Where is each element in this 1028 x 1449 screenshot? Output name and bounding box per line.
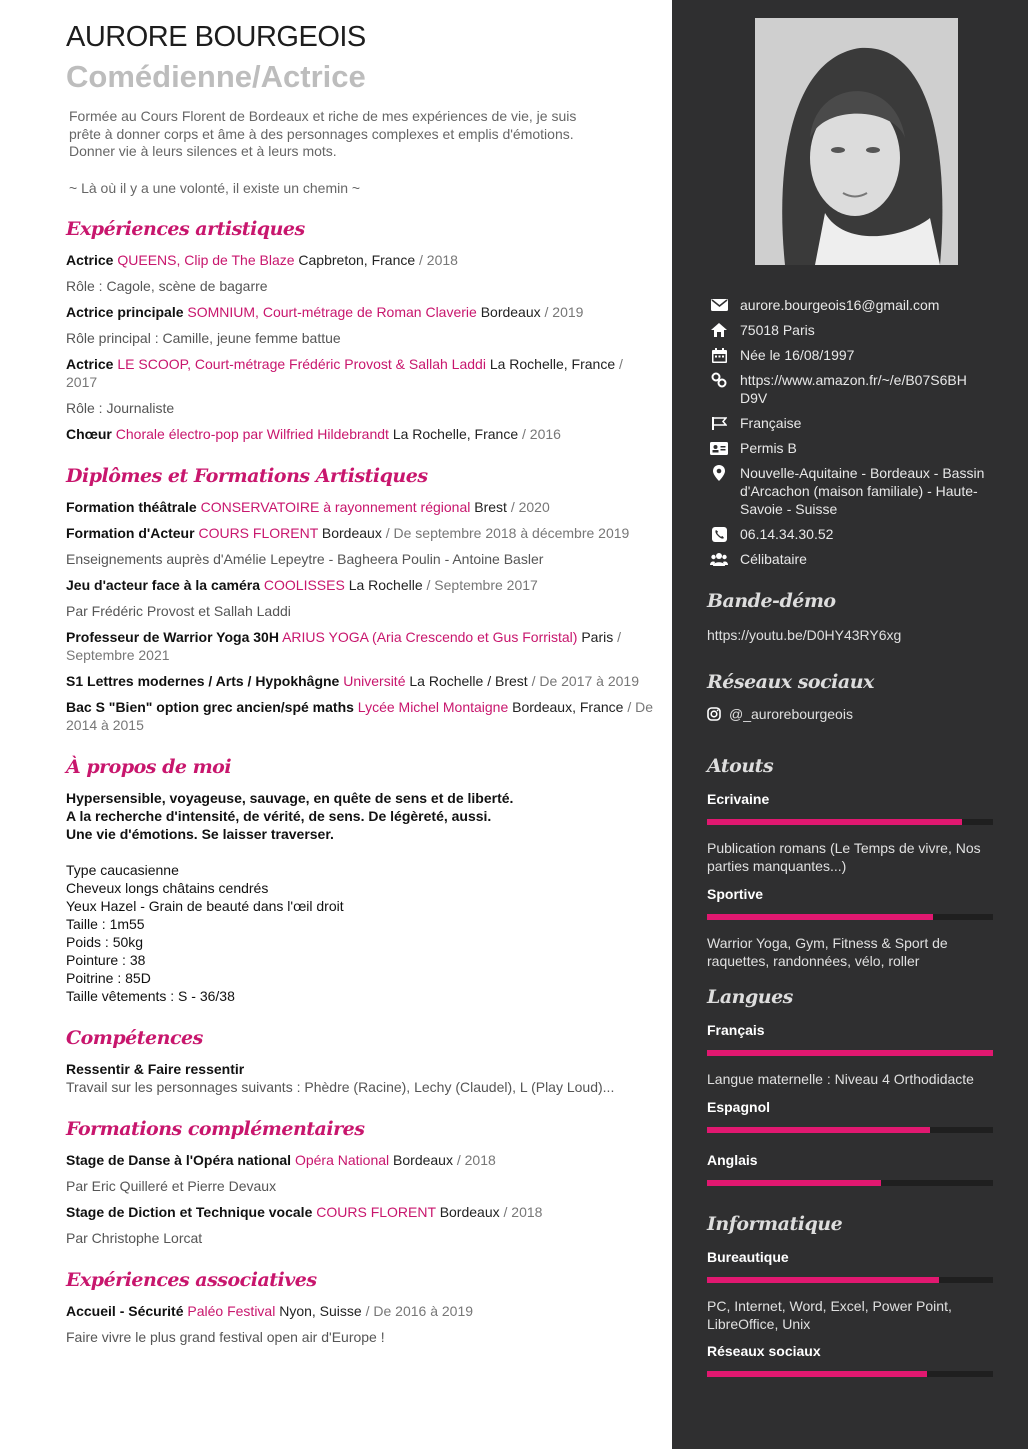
- entry-detail: Faire vivre le plus grand festival open air d'Europe !: [66, 1328, 385, 1345]
- users-icon: [708, 550, 730, 568]
- atout-desc: Warrior Yoga, Gym, Fitness & Sport de raquettes, randonnées, vélo, roller: [707, 935, 948, 969]
- contact-region: [708, 464, 1008, 518]
- section-title-experiences: Expériences artistiques: [66, 217, 305, 240]
- entry-role: Jeu d'acteur face à la caméra: [66, 576, 260, 593]
- instagram-row: [707, 705, 993, 723]
- associative-entry: [66, 1302, 656, 1320]
- entry-project: Lycée Michel Montaigne: [357, 698, 509, 715]
- complementary-list: [66, 1151, 656, 1247]
- entry-role: Stage de Diction et Technique vocale: [66, 1203, 313, 1220]
- sidebar: [672, 0, 1028, 1449]
- associative-list: [66, 1302, 656, 1346]
- main-column: [66, 18, 656, 1354]
- about-line: Pointure : 38: [66, 951, 146, 968]
- id-card-icon: [708, 439, 730, 457]
- section-title-social: Réseaux sociaux: [707, 671, 874, 693]
- entry-project: CONSERVATOIRE à rayonnement régional: [200, 498, 471, 515]
- about-block: [66, 789, 656, 1005]
- entry-role: Accueil - Sécurité: [66, 1302, 184, 1319]
- diploma-entry: [66, 628, 656, 664]
- about-line: A la recherche d'intensité, de vérité, de sens. De légèreté, aussi.: [66, 807, 492, 824]
- section-title-competences: Compétences: [66, 1026, 203, 1049]
- calendar-icon: [708, 346, 730, 364]
- experiences-list: [66, 251, 656, 443]
- entry-place: La Rochelle: [348, 576, 423, 593]
- entry-project: QUEENS, Clip de The Blaze: [117, 251, 295, 268]
- entry-role: S1 Lettres modernes / Arts / Hypokhâgne: [66, 672, 340, 689]
- about-line: Yeux Hazel - Grain de beauté dans l'œil droit: [66, 897, 344, 914]
- competence-desc: Travail sur les personnages suivants : Phèdre (Racine), Lechy (Claudel), L (Play Loud)...: [66, 1078, 615, 1095]
- training-entry: [66, 1151, 656, 1169]
- entry-project: SOMNIUM, Court-métrage de Roman Claverie: [187, 303, 477, 320]
- entry-date: / 2019: [544, 303, 584, 320]
- contact-website-link[interactable]: https://www.amazon.fr/~/e/B07S6BH D9V: [740, 372, 967, 406]
- section-title-langues: Langues: [707, 986, 793, 1008]
- language-desc: Langue maternelle : Niveau 4 Orthodidacte: [707, 1071, 974, 1087]
- entry-place: Bordeaux: [393, 1151, 453, 1168]
- demo-link[interactable]: https://youtu.be/D0HY43RY6xg: [707, 627, 902, 643]
- entry-date: / 2017: [66, 355, 623, 390]
- instagram-handle[interactable]: @_aurorebourgeois: [729, 706, 853, 722]
- entry-project: LE SCOOP, Court-métrage Frédéric Provost & Sallah Laddi: [117, 355, 486, 372]
- entry-date: / 2020: [510, 498, 550, 515]
- entry-place: Paris: [581, 628, 614, 645]
- about-line: Type caucasienne: [66, 861, 179, 878]
- about-line: Poids : 50kg: [66, 933, 144, 950]
- about-line: Taille : 1m55: [66, 915, 145, 932]
- level-fill: [707, 1050, 993, 1056]
- contact-birth: [708, 346, 1008, 364]
- entry-place: Bordeaux: [480, 303, 541, 320]
- diploma-entry: [66, 524, 656, 542]
- entry-detail: Enseignements auprès d'Amélie Lepeytre - Bagheera Poulin - Antoine Basler: [66, 550, 544, 567]
- informatique-section: [707, 1213, 993, 1377]
- it-skill-level-bar: [707, 1277, 993, 1283]
- entry-project: ARIUS YOGA (Aria Crescendo et Gus Forristal): [282, 628, 578, 645]
- contact-status: [708, 550, 1008, 568]
- entry-role: Stage de Danse à l'Opéra national: [66, 1151, 292, 1168]
- language-label: Français: [707, 1022, 765, 1038]
- entry-place: Capbreton, France: [298, 251, 416, 268]
- entry-project: Paléo Festival: [187, 1302, 276, 1319]
- language-level-bar: [707, 1180, 993, 1186]
- contact-address: [708, 321, 1008, 339]
- flag-icon: [708, 414, 730, 432]
- experience-entry: [66, 425, 656, 443]
- contact-email-text[interactable]: aurore.bourgeois16@gmail.com: [740, 297, 940, 313]
- section-title-demo: Bande-démo: [707, 590, 836, 612]
- entry-place: La Rochelle / Brest: [409, 672, 528, 689]
- about-line: Taille vêtements : S - 36/38: [66, 987, 235, 1004]
- contact-website: [708, 371, 1008, 407]
- entry-date: / 2018: [503, 1203, 543, 1220]
- level-fill: [707, 914, 933, 920]
- section-title-atouts: Atouts: [707, 755, 774, 777]
- level-fill: [707, 1371, 927, 1377]
- contact-nationality: [708, 414, 1008, 432]
- about-line: Une vie d'émotions. Se laisser traverser.: [66, 825, 334, 842]
- entry-date: / Septembre 2021: [66, 628, 622, 663]
- entry-date: / De 2014 à 2015: [66, 698, 654, 733]
- level-fill: [707, 819, 962, 825]
- level-fill: [707, 1127, 930, 1133]
- atout-level-bar: [707, 914, 993, 920]
- entry-project: Université: [343, 672, 406, 689]
- training-entry: [66, 1203, 656, 1221]
- contact-email: [708, 296, 1008, 314]
- diploma-entry: [66, 672, 656, 690]
- entry-role: Formation théâtrale: [66, 498, 197, 515]
- contact-license-text: Permis B: [740, 440, 797, 456]
- entry-detail: Par Frédéric Provost et Sallah Laddi: [66, 602, 291, 619]
- entry-project: COURS FLORENT: [316, 1203, 436, 1220]
- it-skill-label: Bureautique: [707, 1249, 789, 1265]
- section-title-informatique: Informatique: [707, 1213, 843, 1235]
- diplomas-list: [66, 498, 656, 734]
- entry-place: La Rochelle, France: [489, 355, 616, 372]
- atout-desc: Publication romans (Le Temps de vivre, Nos parties manquantes...): [707, 840, 981, 874]
- contact-address-text: 75018 Paris: [740, 322, 815, 338]
- entry-date: / 2016: [522, 425, 561, 442]
- entry-project: COURS FLORENT: [198, 524, 318, 541]
- diploma-entry: [66, 576, 656, 594]
- experience-entry: [66, 303, 656, 321]
- entry-role: Actrice: [66, 251, 114, 268]
- diploma-entry: [66, 698, 656, 734]
- language-label: Espagnol: [707, 1099, 771, 1115]
- entry-date: / De 2017 à 2019: [531, 672, 639, 689]
- entry-date: / Septembre 2017: [426, 576, 538, 593]
- contact-list: [708, 296, 1008, 575]
- entry-project: Chorale électro-pop par Wilfried Hildebrandt: [115, 425, 389, 442]
- demo-section: [707, 590, 993, 644]
- entry-role: Formation d'Acteur: [66, 524, 195, 541]
- section-title-about: À propos de moi: [66, 755, 232, 778]
- level-fill: [707, 1277, 939, 1283]
- instagram-icon: [707, 707, 721, 721]
- level-fill: [707, 1180, 881, 1186]
- entry-place: Brest: [474, 498, 507, 515]
- entry-date: / De 2016 à 2019: [365, 1302, 474, 1319]
- it-skill-label: Réseaux sociaux: [707, 1343, 821, 1359]
- entry-place: Nyon, Suisse: [279, 1302, 362, 1319]
- it-skill-desc: PC, Internet, Word, Excel, Power Point, LibreOffice, Unix: [707, 1298, 952, 1332]
- entry-place: Bordeaux: [439, 1203, 500, 1220]
- contact-phone: [708, 525, 1008, 543]
- phone-icon: [708, 525, 730, 543]
- entry-place: Bordeaux, France: [512, 698, 624, 715]
- envelope-icon: [708, 296, 730, 314]
- atouts-section: [707, 755, 993, 970]
- it-skill-level-bar: [707, 1371, 993, 1377]
- entry-role: Actrice: [66, 355, 114, 372]
- entry-detail: Par Eric Quilleré et Pierre Devaux: [66, 1177, 277, 1194]
- atout-label: Sportive: [707, 886, 764, 902]
- section-title-diplomas: Diplômes et Formations Artistiques: [66, 464, 428, 487]
- contact-status-text: Célibataire: [740, 551, 807, 567]
- contact-license: [708, 439, 1008, 457]
- entry-role: Chœur: [66, 425, 112, 442]
- entry-date: / De septembre 2018 à décembre 2019: [385, 524, 630, 541]
- link-icon: [708, 371, 730, 389]
- entry-detail: Par Christophe Lorcat: [66, 1229, 203, 1246]
- profile-photo: [755, 18, 958, 265]
- competence-name: Ressentir & Faire ressentir: [66, 1060, 245, 1077]
- entry-date: / 2018: [419, 251, 458, 268]
- intro-text: Formée au Cours Florent de Bordeaux et riche de mes expériences de vie, je suis prête à donner corps et âme à des personnages complexes et emplis d'émotions. Donner vie à leurs silences et à leurs mots.: [69, 108, 577, 159]
- section-title-complementary: Formations complémentaires: [66, 1117, 365, 1140]
- language-level-bar: [707, 1050, 993, 1056]
- entry-project: Opéra National: [294, 1151, 390, 1168]
- contact-region-text: Nouvelle-Aquitaine - Bordeaux - Bassin d'Arcachon (maison familiale) - Haute-Savoie - Suisse: [740, 465, 985, 517]
- about-line: Poitrine : 85D: [66, 969, 151, 986]
- about-line: Hypersensible, voyageuse, sauvage, en quête de sens et de liberté.: [66, 789, 514, 806]
- job-title: Comédienne/Actrice: [66, 59, 366, 94]
- home-icon: [708, 321, 730, 339]
- entry-project: COOLISSES: [263, 576, 345, 593]
- entry-place: Bordeaux: [321, 524, 382, 541]
- about-line: Cheveux longs châtains cendrés: [66, 879, 269, 896]
- entry-role: Bac S "Bien" option grec ancien/spé maths: [66, 698, 354, 715]
- section-title-associative: Expériences associatives: [66, 1268, 317, 1291]
- person-name: AURORE BOURGEOIS: [66, 21, 366, 53]
- contact-phone-text[interactable]: 06.14.34.30.52: [740, 526, 834, 542]
- map-pin-icon: [708, 464, 730, 482]
- experience-entry: [66, 355, 656, 391]
- entry-detail: Rôle : Journaliste: [66, 399, 175, 416]
- language-level-bar: [707, 1127, 993, 1133]
- entry-role: Professeur de Warrior Yoga 30H: [66, 628, 279, 645]
- atout-label: Ecrivaine: [707, 791, 770, 807]
- contact-birth-text: Née le 16/08/1997: [740, 347, 855, 363]
- contact-nationality-text: Française: [740, 415, 802, 431]
- atout-level-bar: [707, 819, 993, 825]
- langues-section: [707, 986, 993, 1186]
- entry-detail: Rôle principal : Camille, jeune femme battue: [66, 329, 341, 346]
- language-label: Anglais: [707, 1152, 758, 1168]
- social-section: [707, 671, 993, 723]
- entry-role: Actrice principale: [66, 303, 184, 320]
- entry-place: La Rochelle, France: [392, 425, 519, 442]
- experience-entry: [66, 251, 656, 269]
- diploma-entry: [66, 498, 656, 516]
- entry-date: / 2018: [456, 1151, 496, 1168]
- motto: ~ Là où il y a une volonté, il existe un chemin ~: [69, 179, 361, 196]
- entry-detail: Rôle : Cagole, scène de bagarre: [66, 277, 268, 294]
